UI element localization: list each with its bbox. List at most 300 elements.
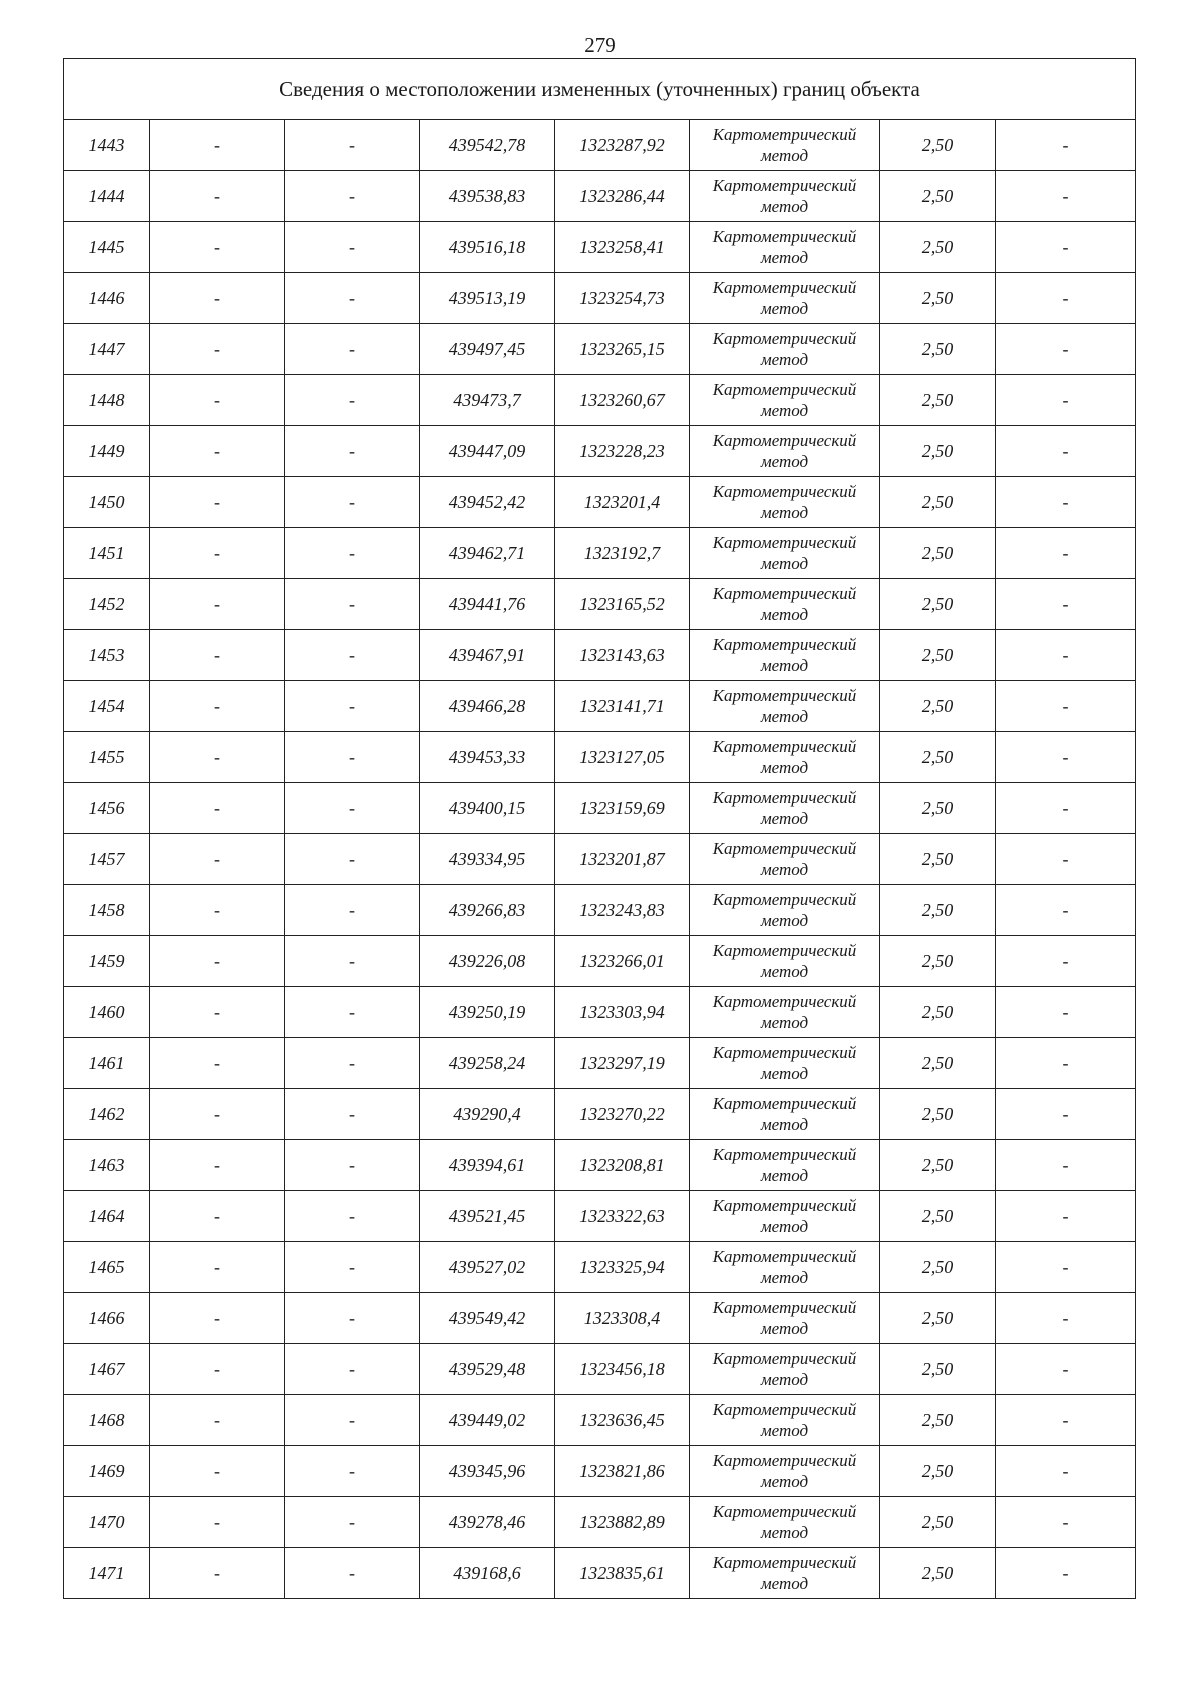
dash-cell: - [996,1089,1136,1140]
dash-cell: - [996,1191,1136,1242]
precision-cell: 2,50 [880,1344,996,1395]
dash-cell: - [285,936,420,987]
coord-y-cell: 1323208,81 [555,1140,690,1191]
method-line2: метод [760,605,809,624]
dash-cell: - [150,834,285,885]
method-cell [690,477,880,528]
method-line2: метод [760,1166,809,1185]
page-number: 279 [584,33,616,57]
precision-cell: 2,50 [880,222,996,273]
dash-cell: - [996,477,1136,528]
precision-cell: 2,50 [880,681,996,732]
method-cell [690,579,880,630]
method-line1: Картометрический [712,1298,857,1317]
precision-cell: 2,50 [880,1140,996,1191]
dash-cell: - [285,528,420,579]
point-number-cell: 1449 [64,426,150,477]
coord-x-cell: 439542,78 [420,120,555,171]
point-number-cell: 1471 [64,1548,150,1599]
dash-cell: - [285,324,420,375]
dash-cell: - [150,1395,285,1446]
coord-x-cell: 439334,95 [420,834,555,885]
dash-cell: - [285,1344,420,1395]
precision-cell: 2,50 [880,1395,996,1446]
dash-cell: - [150,630,285,681]
dash-cell: - [285,1497,420,1548]
precision-cell: 2,50 [880,1242,996,1293]
precision-cell: 2,50 [880,630,996,681]
coord-y-cell: 1323143,63 [555,630,690,681]
precision-cell: 2,50 [880,426,996,477]
table-row [64,1140,1136,1191]
dash-cell: - [285,426,420,477]
method-line1: Картометрический [712,482,857,501]
method-line1: Картометрический [712,176,857,195]
coord-x-cell: 439278,46 [420,1497,555,1548]
table-row [64,834,1136,885]
precision-cell: 2,50 [880,936,996,987]
coord-y-cell: 1323243,83 [555,885,690,936]
dash-cell: - [150,324,285,375]
precision-cell: 2,50 [880,987,996,1038]
precision-cell: 2,50 [880,375,996,426]
coord-y-cell: 1323165,52 [555,579,690,630]
dash-cell: - [150,732,285,783]
precision-cell: 2,50 [880,273,996,324]
dash-cell: - [285,120,420,171]
coord-x-cell: 439394,61 [420,1140,555,1191]
dash-cell: - [285,630,420,681]
coord-x-cell: 439447,09 [420,426,555,477]
point-number-cell: 1470 [64,1497,150,1548]
dash-cell: - [150,426,285,477]
point-number-cell: 1452 [64,579,150,630]
coord-y-cell: 1323270,22 [555,1089,690,1140]
table-row [64,579,1136,630]
point-number-cell: 1450 [64,477,150,528]
coord-y-cell: 1323636,45 [555,1395,690,1446]
method-cell [690,783,880,834]
method-cell [690,222,880,273]
coord-x-cell: 439168,6 [420,1548,555,1599]
method-line1: Картометрический [712,1502,857,1521]
precision-cell: 2,50 [880,1497,996,1548]
method-line2: метод [760,1268,809,1287]
coord-x-cell: 439290,4 [420,1089,555,1140]
table-row [64,936,1136,987]
method-line1: Картометрический [712,1145,857,1164]
table-row [64,783,1136,834]
table-row [64,1191,1136,1242]
point-number-cell: 1445 [64,222,150,273]
point-number-cell: 1467 [64,1344,150,1395]
dash-cell: - [150,1344,285,1395]
coord-x-cell: 439345,96 [420,1446,555,1497]
coord-y-cell: 1323127,05 [555,732,690,783]
method-cell [690,171,880,222]
dash-cell: - [996,885,1136,936]
table-row [64,630,1136,681]
dash-cell: - [285,1191,420,1242]
dash-cell: - [285,1140,420,1191]
point-number-cell: 1466 [64,1293,150,1344]
point-number-cell: 1443 [64,120,150,171]
coord-x-cell: 439453,33 [420,732,555,783]
dash-cell: - [996,1140,1136,1191]
dash-cell: - [150,1140,285,1191]
table-row [64,528,1136,579]
method-line1: Картометрический [712,125,857,144]
method-cell [690,630,880,681]
method-line2: метод [760,197,809,216]
method-line1: Картометрический [712,890,857,909]
dash-cell: - [996,579,1136,630]
dash-cell: - [996,732,1136,783]
coord-x-cell: 439513,19 [420,273,555,324]
dash-cell: - [150,1191,285,1242]
point-number-cell: 1447 [64,324,150,375]
method-line1: Картометрический [712,1451,857,1470]
method-line2: метод [760,350,809,369]
dash-cell: - [285,681,420,732]
dash-cell: - [150,1497,285,1548]
coord-y-cell: 1323456,18 [555,1344,690,1395]
table-row [64,1497,1136,1548]
dash-cell: - [150,885,285,936]
coord-x-cell: 439258,24 [420,1038,555,1089]
point-number-cell: 1448 [64,375,150,426]
precision-cell: 2,50 [880,1038,996,1089]
dash-cell: - [996,1293,1136,1344]
point-number-cell: 1458 [64,885,150,936]
dash-cell: - [150,171,285,222]
table-row [64,1242,1136,1293]
dash-cell: - [996,1242,1136,1293]
method-line1: Картометрический [712,329,857,348]
precision-cell: 2,50 [880,528,996,579]
method-line1: Картометрический [712,1349,857,1368]
dash-cell: - [996,1446,1136,1497]
coord-y-cell: 1323254,73 [555,273,690,324]
coord-y-cell: 1323821,86 [555,1446,690,1497]
coord-y-cell: 1323201,87 [555,834,690,885]
dash-cell: - [996,1344,1136,1395]
table-row [64,324,1136,375]
point-number-cell: 1454 [64,681,150,732]
dash-cell: - [996,528,1136,579]
table-title: Сведения о местоположении измененных (уточненных) границ объекта [64,59,1136,120]
point-number-cell: 1444 [64,171,150,222]
dash-cell: - [285,1548,420,1599]
method-line1: Картометрический [712,788,857,807]
coord-y-cell: 1323308,4 [555,1293,690,1344]
coord-x-cell: 439400,15 [420,783,555,834]
precision-cell: 2,50 [880,171,996,222]
dash-cell: - [996,630,1136,681]
point-number-cell: 1453 [64,630,150,681]
dash-cell: - [150,987,285,1038]
method-line2: метод [760,1472,809,1491]
point-number-cell: 1463 [64,1140,150,1191]
coord-x-cell: 439538,83 [420,171,555,222]
method-line2: метод [760,1217,809,1236]
point-number-cell: 1455 [64,732,150,783]
method-line2: метод [760,452,809,471]
method-cell [690,1242,880,1293]
coord-x-cell: 439497,45 [420,324,555,375]
coord-y-cell: 1323322,63 [555,1191,690,1242]
table-row [64,1038,1136,1089]
point-number-cell: 1468 [64,1395,150,1446]
method-line1: Картометрический [712,227,857,246]
method-line1: Картометрический [712,1553,857,1572]
point-number-cell: 1451 [64,528,150,579]
dash-cell: - [996,222,1136,273]
coord-x-cell: 439521,45 [420,1191,555,1242]
method-cell [690,1446,880,1497]
method-line2: метод [760,299,809,318]
precision-cell: 2,50 [880,1548,996,1599]
method-line1: Картометрический [712,1247,857,1266]
dash-cell: - [285,375,420,426]
dash-cell: - [996,783,1136,834]
dash-cell: - [150,936,285,987]
method-line2: метод [760,656,809,675]
table-row [64,681,1136,732]
method-line1: Картометрический [712,635,857,654]
dash-cell: - [150,375,285,426]
method-line1: Картометрический [712,1400,857,1419]
table-title-row [64,59,1136,120]
table-row [64,1344,1136,1395]
dash-cell: - [150,273,285,324]
method-line2: метод [760,401,809,420]
coord-y-cell: 1323258,41 [555,222,690,273]
method-cell [690,1548,880,1599]
dash-cell: - [996,987,1136,1038]
dash-cell: - [996,120,1136,171]
method-line1: Картометрический [712,941,857,960]
coord-y-cell: 1323325,94 [555,1242,690,1293]
coord-x-cell: 439467,91 [420,630,555,681]
dash-cell: - [150,477,285,528]
precision-cell: 2,50 [880,579,996,630]
dash-cell: - [285,987,420,1038]
method-line1: Картометрический [712,431,857,450]
method-line1: Картометрический [712,1094,857,1113]
coord-x-cell: 439441,76 [420,579,555,630]
coord-y-cell: 1323286,44 [555,171,690,222]
method-cell [690,1038,880,1089]
dash-cell: - [996,324,1136,375]
dash-cell: - [996,936,1136,987]
method-line2: метод [760,758,809,777]
dash-cell: - [996,375,1136,426]
coord-y-cell: 1323835,61 [555,1548,690,1599]
dash-cell: - [285,1293,420,1344]
method-line2: метод [760,1574,809,1593]
table-row [64,987,1136,1038]
point-number-cell: 1469 [64,1446,150,1497]
precision-cell: 2,50 [880,732,996,783]
method-cell [690,528,880,579]
coord-y-cell: 1323201,4 [555,477,690,528]
table-row [64,222,1136,273]
point-number-cell: 1446 [64,273,150,324]
dash-cell: - [996,171,1136,222]
method-line2: метод [760,1421,809,1440]
point-number-cell: 1462 [64,1089,150,1140]
dash-cell: - [285,273,420,324]
dash-cell: - [285,783,420,834]
dash-cell: - [150,1038,285,1089]
method-line1: Картометрический [712,1196,857,1215]
coord-x-cell: 439226,08 [420,936,555,987]
dash-cell: - [996,1038,1136,1089]
precision-cell: 2,50 [880,834,996,885]
dash-cell: - [996,834,1136,885]
precision-cell: 2,50 [880,1089,996,1140]
method-line1: Картометрический [712,992,857,1011]
coord-x-cell: 439452,42 [420,477,555,528]
dash-cell: - [996,1497,1136,1548]
dash-cell: - [285,1089,420,1140]
coord-y-cell: 1323287,92 [555,120,690,171]
dash-cell: - [285,885,420,936]
method-line2: метод [760,1064,809,1083]
method-line2: метод [760,809,809,828]
coord-x-cell: 439449,02 [420,1395,555,1446]
coord-y-cell: 1323297,19 [555,1038,690,1089]
coord-y-cell: 1323266,01 [555,936,690,987]
dash-cell: - [150,681,285,732]
method-cell [690,732,880,783]
table-row [64,732,1136,783]
point-number-cell: 1464 [64,1191,150,1242]
coord-y-cell: 1323882,89 [555,1497,690,1548]
boundary-coordinates-table [63,58,1136,1599]
method-line2: метод [760,146,809,165]
dash-cell: - [285,1242,420,1293]
table-row [64,1089,1136,1140]
coord-x-cell: 439529,48 [420,1344,555,1395]
table-row [64,120,1136,171]
precision-cell: 2,50 [880,1446,996,1497]
point-number-cell: 1459 [64,936,150,987]
dash-cell: - [996,1548,1136,1599]
method-line2: метод [760,1115,809,1134]
method-line2: метод [760,1013,809,1032]
method-line2: метод [760,503,809,522]
table-row [64,273,1136,324]
coord-y-cell: 1323303,94 [555,987,690,1038]
method-cell [690,324,880,375]
method-cell [690,1089,880,1140]
coord-y-cell: 1323265,15 [555,324,690,375]
method-cell [690,120,880,171]
dash-cell: - [996,681,1136,732]
point-number-cell: 1457 [64,834,150,885]
method-cell [690,1395,880,1446]
table-row [64,885,1136,936]
method-cell [690,273,880,324]
method-line2: метод [760,1370,809,1389]
coord-y-cell: 1323141,71 [555,681,690,732]
dash-cell: - [150,1242,285,1293]
table-row [64,1548,1136,1599]
dash-cell: - [150,528,285,579]
method-line1: Картометрический [712,584,857,603]
method-line2: метод [760,860,809,879]
dash-cell: - [150,222,285,273]
table-row [64,375,1136,426]
coord-x-cell: 439527,02 [420,1242,555,1293]
coord-y-cell: 1323159,69 [555,783,690,834]
table-row [64,171,1136,222]
method-cell [690,834,880,885]
coord-x-cell: 439266,83 [420,885,555,936]
table-row [64,1446,1136,1497]
method-line1: Картометрический [712,737,857,756]
precision-cell: 2,50 [880,1293,996,1344]
coord-x-cell: 439549,42 [420,1293,555,1344]
method-cell [690,1191,880,1242]
dash-cell: - [285,477,420,528]
dash-cell: - [996,426,1136,477]
dash-cell: - [285,1446,420,1497]
dash-cell: - [996,273,1136,324]
method-line1: Картометрический [712,686,857,705]
method-line2: метод [760,1319,809,1338]
precision-cell: 2,50 [880,1191,996,1242]
method-line1: Картометрический [712,533,857,552]
precision-cell: 2,50 [880,120,996,171]
table-row [64,477,1136,528]
dash-cell: - [150,1089,285,1140]
precision-cell: 2,50 [880,885,996,936]
method-line1: Картометрический [712,278,857,297]
dash-cell: - [150,1548,285,1599]
method-line2: метод [760,554,809,573]
coord-x-cell: 439462,71 [420,528,555,579]
method-line1: Картометрический [712,1043,857,1062]
method-cell [690,1140,880,1191]
table-row [64,1293,1136,1344]
table-row [64,426,1136,477]
dash-cell: - [150,783,285,834]
point-number-cell: 1461 [64,1038,150,1089]
method-line2: метод [760,1523,809,1542]
coord-x-cell: 439516,18 [420,222,555,273]
coord-x-cell: 439250,19 [420,987,555,1038]
method-line2: метод [760,248,809,267]
dash-cell: - [996,1395,1136,1446]
dash-cell: - [150,1293,285,1344]
method-line2: метод [760,962,809,981]
point-number-cell: 1465 [64,1242,150,1293]
precision-cell: 2,50 [880,477,996,528]
point-number-cell: 1460 [64,987,150,1038]
dash-cell: - [285,222,420,273]
coord-y-cell: 1323260,67 [555,375,690,426]
dash-cell: - [285,171,420,222]
method-cell [690,1497,880,1548]
method-cell [690,426,880,477]
coord-x-cell: 439473,7 [420,375,555,426]
method-line1: Картометрический [712,839,857,858]
dash-cell: - [285,834,420,885]
coord-y-cell: 1323192,7 [555,528,690,579]
